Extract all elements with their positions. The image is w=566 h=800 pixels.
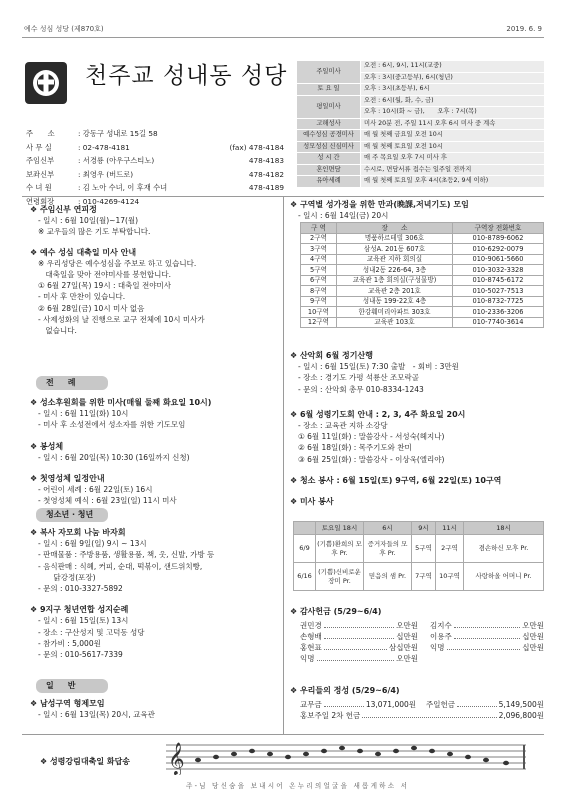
table-cell: 010-8789-6062 bbox=[453, 233, 544, 244]
table-header: 구 역 bbox=[301, 223, 337, 234]
table-cell: 010-9061-5660 bbox=[453, 254, 544, 265]
table-cell: 5구역 bbox=[301, 265, 337, 276]
mass-time: 미사 20분 전, 주일 11시 오후 6시 미사 중 계속 bbox=[361, 118, 545, 130]
offering-entry bbox=[430, 642, 544, 653]
contribution-entry bbox=[300, 710, 544, 721]
table-cell: 010-7740-3614 bbox=[453, 317, 544, 328]
mass-time: 오후 : 3시(초등부), 6시 bbox=[361, 84, 545, 96]
section-line: - 일시 : 6월 9일(일) 9시 ~ 13시 bbox=[38, 539, 147, 549]
offering-entry bbox=[300, 653, 418, 664]
divider bbox=[22, 734, 544, 735]
donor-amount: 삼십만원 bbox=[389, 643, 418, 652]
treble-clef-icon: 𝄞 bbox=[168, 742, 185, 775]
table-row bbox=[294, 535, 544, 563]
mass-times-table bbox=[296, 60, 545, 188]
section-line: - 장소 : 구산성지 및 고덕동 성당 bbox=[38, 627, 145, 637]
table-cell: 10구역 bbox=[301, 307, 337, 318]
mass-row bbox=[297, 153, 545, 165]
donor-name: 익명 bbox=[300, 654, 315, 663]
table-cell: 사랑하올 어머니 Pr. bbox=[464, 563, 544, 591]
section-title: ❖ 복사 자모회 나눔 바자회 bbox=[30, 528, 126, 537]
donor-amount: 십만원 bbox=[522, 632, 544, 641]
offering-list-right bbox=[430, 620, 544, 653]
section-line: ③ 6월 25일(화) : 말씀강사 - 이상욱(엘리야) bbox=[298, 454, 445, 464]
table-header-row bbox=[301, 223, 544, 234]
table-cell: 6/9 bbox=[294, 535, 316, 563]
section-title: ❖ 감사헌금 (5/29~6/4) bbox=[290, 607, 382, 616]
info-row: 연령회장 : 010-4269-4124 bbox=[26, 195, 284, 209]
section-line: - 미사 후 소성전에서 성소자를 위한 기도모임 bbox=[38, 420, 186, 430]
district-table bbox=[300, 222, 544, 328]
table-header bbox=[294, 522, 316, 535]
section-title: ❖ 6월 성령기도회 안내 : 2, 3, 4주 화요일 20시 bbox=[290, 409, 466, 419]
table-header: 토요일 18시 bbox=[316, 522, 364, 535]
table-cell: 5구역 bbox=[412, 535, 436, 563]
mass-service-table bbox=[293, 521, 544, 591]
category-bar-liturgy: 전 례 bbox=[36, 376, 108, 390]
offering-list-left bbox=[300, 620, 418, 664]
info-label: 보좌신부 bbox=[26, 169, 55, 179]
section-line: - 일시 : 6월 11일(화) 10시 bbox=[38, 409, 129, 419]
left-column-youth bbox=[30, 527, 278, 660]
mass-row bbox=[297, 141, 545, 153]
bulletin-date: 2019. 6. 9 bbox=[506, 25, 542, 33]
offering-entry bbox=[300, 631, 418, 642]
contribution-list bbox=[300, 699, 544, 721]
info-phone: 478-4183 bbox=[248, 156, 284, 166]
contribution-name: 주일헌금 bbox=[426, 700, 455, 709]
section-line: - 어린이 세례 : 6월 22일(토) 16시 bbox=[38, 485, 153, 495]
mass-time: 매 월 첫째 토요일 오후 4시(초등2, 9세 이하) bbox=[361, 176, 545, 188]
parish-title: 천주교 성내동 성당 bbox=[85, 63, 288, 89]
table-cell: 명품하르테빌 306호 bbox=[337, 233, 453, 244]
mass-row bbox=[297, 176, 545, 188]
section-line: - 미사 후 만찬이 있습니다. bbox=[38, 292, 126, 302]
table-cell: 교육관 2층 201호 bbox=[337, 286, 453, 297]
table-cell: (기쁨)신비로운 장미 Pr. bbox=[316, 563, 364, 591]
section-line: ※ 우리성당은 예수성심을 주보로 하고 있습니다. bbox=[38, 258, 197, 268]
info-row: 수 녀 원 : 김 노아 수녀, 이 후재 수녀 478-4189 bbox=[26, 181, 284, 195]
section-line: - 참가비 : 5,000원 bbox=[38, 638, 101, 648]
table-header: 11시 bbox=[436, 522, 464, 535]
section-title: ❖ 산악회 6월 정기산행 bbox=[290, 351, 373, 360]
mass-row bbox=[297, 130, 545, 142]
bulletin-issue: 예수 성심 성당 (제870호) bbox=[24, 25, 104, 33]
table-header: 18시 bbox=[464, 522, 544, 535]
section-title: ❖ 성소후원회를 위한 미사(매월 둘째 화요일 10시) bbox=[30, 398, 212, 407]
section-title: ❖ 9지구 청년연합 성지순례 bbox=[30, 605, 129, 615]
section-line: - 장소 : 경기도 가평 석룡산 조모락골 bbox=[298, 373, 419, 383]
section-line: ② 6월 18일(화) : 목주기도와 찬미 bbox=[298, 443, 412, 453]
info-label: 연령회장 bbox=[26, 196, 55, 206]
info-label: 사 무 실 bbox=[26, 142, 52, 152]
table-row bbox=[301, 233, 544, 244]
section-title: ❖ 우리들의 정성 (5/29~6/4) bbox=[290, 686, 400, 695]
mass-row bbox=[297, 164, 545, 176]
section-line: - 음식판매 : 식혜, 커피, 순대, 떡볶이, 샌드위치빵, bbox=[38, 561, 203, 571]
music-staff bbox=[166, 739, 526, 775]
info-row: 사 무 실 : 02-478-4181 (fax) 478-4184 bbox=[26, 141, 284, 155]
table-row bbox=[301, 317, 544, 328]
section-title: ❖ 청소 봉사 : 6월 15일(토) 9구역, 6월 22일(토) 10구역 bbox=[290, 475, 502, 485]
section-line: ① 6월 11일(화) : 말씀강사 - 서성숙(헤지나) bbox=[298, 432, 445, 442]
donor-name: 익명 bbox=[430, 643, 445, 652]
table-row bbox=[301, 244, 544, 255]
donor-amount: 십만원 bbox=[522, 643, 544, 652]
table-cell: 010-8745-6172 bbox=[453, 275, 544, 286]
table-cell: 10구역 bbox=[436, 563, 464, 591]
left-column-liturgy bbox=[30, 397, 278, 507]
left-column-general bbox=[30, 698, 278, 720]
donor-amount: 오만원 bbox=[522, 621, 544, 630]
mass-row bbox=[297, 118, 545, 130]
table-row bbox=[301, 296, 544, 307]
table-cell: 믿음의 샘 Pr. bbox=[364, 563, 412, 591]
table-header: 장 소 bbox=[337, 223, 453, 234]
contribution-amount: 13,071,000원 bbox=[365, 700, 416, 709]
bulletin-header bbox=[22, 22, 544, 38]
responsorial-psalm-title: ❖ 성령강림대축일 화답송 bbox=[40, 757, 131, 766]
table-cell: 7구역 bbox=[412, 563, 436, 591]
mass-label: 성모성심 신심미사 bbox=[297, 141, 361, 153]
table-cell: 교육관 지하 회의실 bbox=[337, 254, 453, 265]
contribution-amount: 2,096,800원 bbox=[498, 711, 544, 720]
right-column-evening-prayer bbox=[290, 199, 546, 221]
contribution-amount: 5,149,500원 bbox=[498, 700, 544, 709]
info-row: 주 소 : 강동구 성내로 15길 58 bbox=[26, 127, 284, 141]
mass-label: 예수성심 공경미사 bbox=[297, 130, 361, 142]
right-column-events bbox=[290, 350, 546, 507]
column-divider bbox=[283, 196, 284, 734]
table-cell: 8구역 bbox=[301, 286, 337, 297]
section-line: - 문의 : 산악회 총무 010-8334-1243 bbox=[298, 384, 424, 394]
contribution-name: 홍보주일 2차 헌금 bbox=[300, 711, 361, 720]
section-title: ❖ 첫영성체 일정안내 bbox=[30, 474, 105, 484]
donor-amount: 오만원 bbox=[396, 621, 418, 630]
table-cell: 4구역 bbox=[301, 254, 337, 265]
mass-time: 매 월 첫째 금요일 오전 10시 bbox=[361, 130, 545, 142]
table-row bbox=[294, 563, 544, 591]
table-cell: (기쁨)환희의 모후 Pr. bbox=[316, 535, 364, 563]
section-line: - 일시 : 6월 10일(월)~17(월) bbox=[38, 216, 139, 226]
table-cell: 010-3032-3328 bbox=[453, 265, 544, 276]
mass-row bbox=[297, 61, 545, 73]
left-column-top bbox=[30, 204, 278, 336]
offering-entry bbox=[430, 631, 544, 642]
table-cell: 2구역 bbox=[436, 535, 464, 563]
mass-label: 고해성사 bbox=[297, 118, 361, 130]
right-column-offering bbox=[290, 606, 546, 617]
section-line: - 사제성화의 날 진행으로 교구 전체에 10시 미사가 bbox=[38, 314, 205, 324]
donor-amount: 십만원 bbox=[396, 632, 418, 641]
info-phone: 478-4189 bbox=[248, 183, 284, 193]
section-line: 없습니다. bbox=[38, 326, 77, 336]
section-line: - 일시 : 6월 14일(금) 20시 bbox=[298, 211, 389, 221]
info-phone: 478-4182 bbox=[248, 169, 284, 179]
table-row bbox=[301, 265, 544, 276]
donor-name: 홍현표 bbox=[300, 643, 322, 652]
info-value: 010-4269-4124 bbox=[82, 196, 140, 206]
mass-label: 평일미사 bbox=[297, 95, 361, 118]
info-value: 서경룡 (아우구스티노) bbox=[82, 156, 155, 166]
mass-time: 오전 : 6시(월, 화, 수, 금) bbox=[361, 95, 545, 107]
section-line: ① 6월 27일(목) 19시 : 대축일 전야미사 bbox=[38, 281, 171, 291]
mass-time: 매 주 목요일 오후 7시 미사 후 bbox=[361, 153, 545, 165]
mass-label: 주일미사 bbox=[297, 61, 361, 84]
table-cell: 교육관 1층 회의실(구성물방) bbox=[337, 275, 453, 286]
section-line: - 첫영성체 예식 : 6월 23일(일) 11시 미사 bbox=[38, 496, 177, 506]
section-line: - 문의 : 010-3327-5892 bbox=[38, 584, 123, 594]
table-cell: 010-5027-7513 bbox=[453, 286, 544, 297]
section-line: - 일시 : 6월 20일(목) 10:30 (16일까지 신청) bbox=[38, 452, 190, 462]
table-cell: 9구역 bbox=[301, 296, 337, 307]
mass-time: 오전 : 6시, 9시, 11시(교중) bbox=[361, 61, 545, 73]
contribution-entry bbox=[300, 699, 416, 710]
section-line: ※ 교우들의 많은 기도 부탁합니다. bbox=[38, 227, 151, 237]
table-cell: 성내동 199-22호 4층 bbox=[337, 296, 453, 307]
table-row bbox=[301, 275, 544, 286]
table-cell: 6/16 bbox=[294, 563, 316, 591]
right-column-contributions bbox=[290, 685, 546, 696]
mass-label: 유아세례 bbox=[297, 176, 361, 188]
donor-name: 권민경 bbox=[300, 621, 322, 630]
donor-amount: 오만원 bbox=[396, 654, 418, 663]
category-bar-general: 일 반 bbox=[36, 679, 108, 693]
table-cell: 한강훼미리아파트 303호 bbox=[337, 307, 453, 318]
mass-row bbox=[297, 95, 545, 107]
contribution-entry bbox=[426, 699, 544, 710]
table-cell: 12구역 bbox=[301, 317, 337, 328]
table-cell: 교육관 103호 bbox=[337, 317, 453, 328]
mass-time: 매 월 첫째 토요일 오전 10시 bbox=[361, 141, 545, 153]
section-title: ❖ 주임신부 연피정 bbox=[30, 205, 97, 214]
section-line: - 판매물품 : 주방용품, 생활용품, 책, 옷, 신발, 가방 등 bbox=[38, 550, 215, 560]
info-value: 강동구 성내로 15길 58 bbox=[82, 129, 158, 138]
section-line: - 장소 : 교육관 지하 소강당 bbox=[298, 421, 388, 431]
table-header: 6시 bbox=[364, 522, 412, 535]
section-line: - 일시 : 6월 15일(토) 7:30 출발 - 회비 : 3만원 bbox=[298, 362, 459, 372]
table-row bbox=[301, 254, 544, 265]
table-cell: 겸손하신 모후 Pr. bbox=[464, 535, 544, 563]
offering-entry bbox=[430, 620, 544, 631]
table-cell: 010-2336-3206 bbox=[453, 307, 544, 318]
table-header: 9시 bbox=[412, 522, 436, 535]
section-title: ❖ 봉성체 bbox=[30, 441, 64, 451]
section-line: 대축일을 맞아 전야미사를 봉헌합니다. bbox=[38, 270, 171, 280]
table-cell: 증거자들의 모후 Pr. bbox=[364, 535, 412, 563]
table-cell: 3구역 bbox=[301, 244, 337, 255]
mass-row bbox=[297, 84, 545, 96]
cross-in-circle-icon bbox=[22, 60, 70, 106]
offering-entry bbox=[300, 642, 418, 653]
section-line: ② 6월 28일(금) 10시 미사 없음 bbox=[38, 303, 145, 313]
info-row: 보좌신부 : 최영우 (버드로) 478-4182 bbox=[26, 168, 284, 182]
psalm-lyric: 주-님 당신숨을 보내시어 온누리의얼굴을 새롭게하소 서 bbox=[186, 782, 410, 790]
table-row bbox=[301, 307, 544, 318]
info-value: 최영우 (버드로) bbox=[82, 169, 134, 179]
section-line: - 일시 : 6월 15일(토) 13시 bbox=[38, 616, 129, 626]
donor-name: 손형배 bbox=[300, 632, 322, 641]
section-line: 닭강정(포장) bbox=[46, 572, 96, 582]
table-row bbox=[301, 286, 544, 297]
table-cell: 2구역 bbox=[301, 233, 337, 244]
section-title: ❖ 미사 봉사 bbox=[290, 497, 334, 507]
info-value: 02-478-4181 bbox=[82, 142, 130, 152]
info-value: 김 노아 수녀, 이 후재 수녀 bbox=[82, 183, 168, 193]
info-row: 주임신부 : 서경룡 (아우구스티노) 478-4183 bbox=[26, 154, 284, 168]
mass-time: 오후 : 3시(중고등부), 6시(청년) bbox=[361, 72, 545, 84]
table-cell: 010-6292-0079 bbox=[453, 244, 544, 255]
mass-label: 성 시 간 bbox=[297, 153, 361, 165]
info-phone: (fax) 478-4184 bbox=[229, 142, 284, 152]
mass-time: 수시로, 면담서류 접수는 일주일 전까지 bbox=[361, 164, 545, 176]
info-label: 주임신부 bbox=[26, 156, 55, 166]
table-cell: 삼성A. 201동 607호 bbox=[337, 244, 453, 255]
mass-time: 오후 : 10시(화 ~ 금), 오후 : 7시(목) bbox=[361, 107, 545, 119]
info-label: 주 소 bbox=[26, 129, 55, 138]
info-label: 수 녀 원 bbox=[26, 183, 52, 193]
section-line: - 일시 : 6월 13일(목) 20시, 교육관 bbox=[38, 710, 155, 720]
donor-name: 김지수 bbox=[430, 621, 452, 630]
section-title: ❖ 예수 성심 대축일 미사 안내 bbox=[30, 247, 137, 257]
table-cell: 6구역 bbox=[301, 275, 337, 286]
section-line: - 문의 : 010-5617-7339 bbox=[38, 650, 123, 660]
section-title: ❖ 남성구역 형제모임 bbox=[30, 699, 105, 708]
table-cell: 010-8732-7725 bbox=[453, 296, 544, 307]
table-header-row bbox=[294, 522, 544, 535]
mass-label: 혼인면담 bbox=[297, 164, 361, 176]
donor-name: 이용주 bbox=[430, 632, 452, 641]
offering-entry bbox=[300, 620, 418, 631]
table-cell: 성내2동 226-64, 3층 bbox=[337, 265, 453, 276]
table-header: 구역장 전화번호 bbox=[453, 223, 544, 234]
contribution-name: 교무금 bbox=[300, 700, 322, 709]
category-bar-youth: 청소년 · 청년 bbox=[36, 508, 108, 522]
section-title: ❖ 구역별 성가정을 위한 만과(晩課,저녁기도) 모임 bbox=[290, 200, 469, 209]
mass-label: 토 요 일 bbox=[297, 84, 361, 96]
